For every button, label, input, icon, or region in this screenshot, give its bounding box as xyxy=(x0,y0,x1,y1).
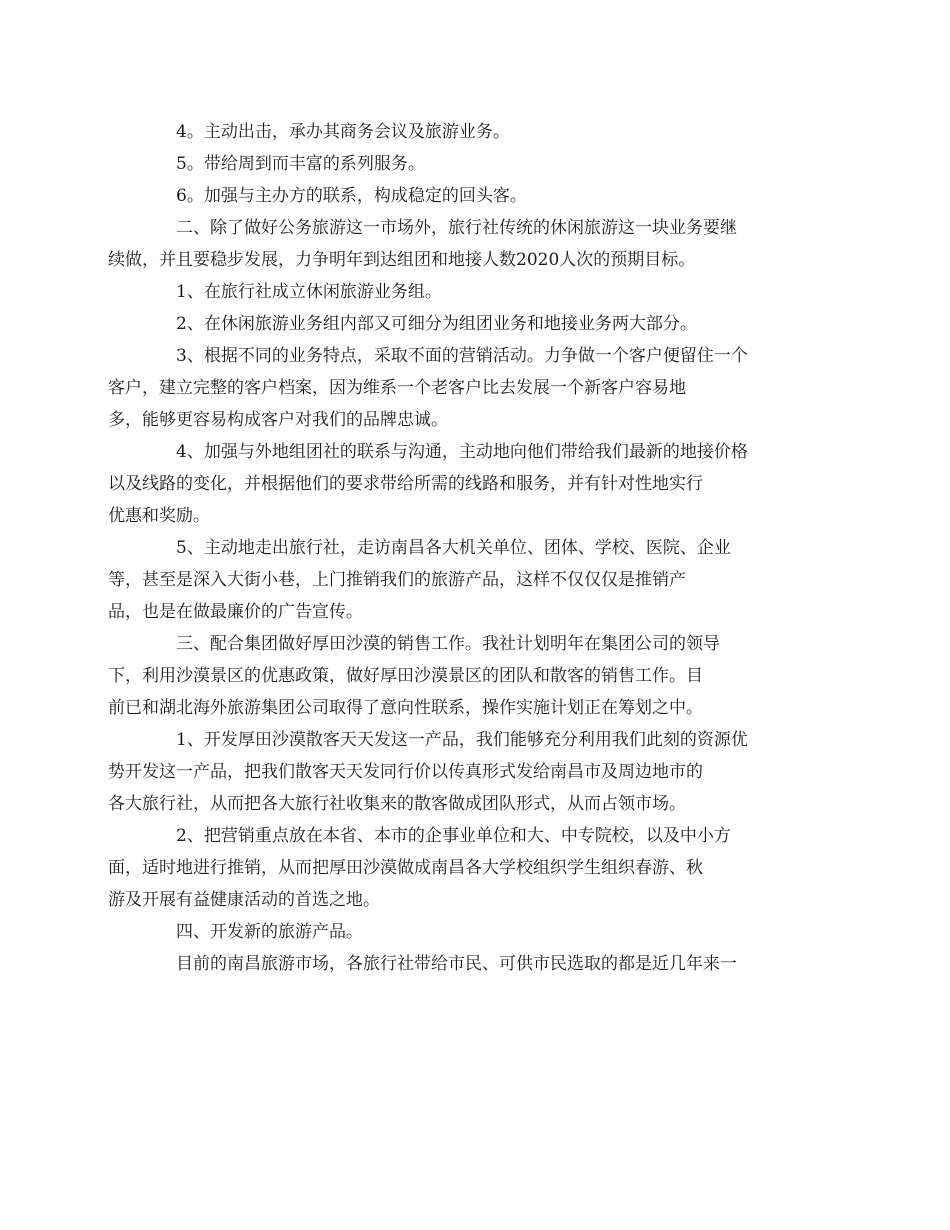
text-line: 三、配合集团做好厚田沙漠的销售工作。我社计划明年在集团公司的领导 xyxy=(176,634,720,654)
paragraph xyxy=(142,916,807,948)
text-line: 2、把营销重点放在本省、本市的企事业单位和大、中专院校，以及中小方 xyxy=(176,826,731,846)
paragraph xyxy=(108,628,807,724)
paragraph xyxy=(108,212,807,276)
paragraph xyxy=(108,724,807,820)
text-line: 6。加强与主办方的联系，构成稳定的回头客。 xyxy=(176,186,527,206)
text-line: 品，也是在做最廉价的广告宣传。 xyxy=(108,602,363,622)
text-line: 优惠和奖励。 xyxy=(108,506,210,526)
text-line: 4。主动出击，承办其商务会议及旅游业务。 xyxy=(176,122,510,142)
text-line: 2、在休闲旅游业务组内部又可细分为组团业务和地接业务两大部分。 xyxy=(176,314,697,334)
paragraph xyxy=(108,340,807,436)
text-line: 客户，建立完整的客户档案，因为维系一个老客户比去发展一个新客户容易地 xyxy=(108,378,686,398)
paragraph xyxy=(142,148,807,180)
text-line: 各大旅行社，从而把各大旅行社收集来的散客做成团队形式，从而占领市场。 xyxy=(108,794,686,814)
text-line: 5、主动地走出旅行社，走访南昌各大机关单位、团体、学校、医院、企业 xyxy=(176,538,731,558)
paragraph xyxy=(142,276,807,308)
text-line: 3、根据不同的业务特点，采取不面的营销活动。力争做一个客户便留住一个 xyxy=(176,346,748,366)
text-line: 1、开发厚田沙漠散客天天发这一产品，我们能够充分利用我们此刻的资源优 xyxy=(176,730,748,750)
text-line: 二、除了做好公务旅游这一市场外，旅行社传统的休闲旅游这一块业务要继 xyxy=(176,218,737,238)
text-line: 下，利用沙漠景区的优惠政策，做好厚田沙漠景区的团队和散客的销售工作。目 xyxy=(108,666,703,686)
text-line: 1、在旅行社成立休闲旅游业务组。 xyxy=(176,282,442,302)
text-line: 游及开展有益健康活动的首选之地。 xyxy=(108,890,380,910)
paragraph xyxy=(108,436,807,532)
paragraph xyxy=(142,180,807,212)
paragraph xyxy=(142,308,807,340)
text-line: 等，甚至是深入大街小巷，上门推销我们的旅游产品，这样不仅仅仅是推销产 xyxy=(108,570,686,590)
text-line: 多，能够更容易构成客户对我们的品牌忠诚。 xyxy=(108,410,448,430)
document-body xyxy=(108,116,807,980)
text-line: 前已和湖北海外旅游集团公司取得了意向性联系，操作实施计划正在筹划之中。 xyxy=(108,698,703,718)
paragraph xyxy=(108,532,807,628)
text-line: 四、开发新的旅游产品。 xyxy=(176,922,363,942)
text-line: 势开发这一产品，把我们散客天天发同行价以传真形式发给南昌市及周边地市的 xyxy=(108,762,703,782)
text-line: 面，适时地进行推销，从而把厚田沙漠做成南昌各大学校组织学生组织春游、秋 xyxy=(108,858,703,878)
text-line: 以及线路的变化，并根据他们的要求带给所需的线路和服务，并有针对性地实行 xyxy=(108,474,703,494)
text-line: 5。带给周到而丰富的系列服务。 xyxy=(176,154,425,174)
paragraph xyxy=(142,948,807,980)
paragraph xyxy=(142,116,807,148)
text-line: 目前的南昌旅游市场，各旅行社带给市民、可供市民选取的都是近几年来一 xyxy=(176,954,737,974)
text-line: 4、加强与外地组团社的联系与沟通，主动地向他们带给我们最新的地接价格 xyxy=(176,442,748,462)
paragraph xyxy=(108,820,807,916)
text-line: 续做，并且要稳步发展，力争明年到达组团和地接人数2020人次的预期目标。 xyxy=(108,250,696,270)
